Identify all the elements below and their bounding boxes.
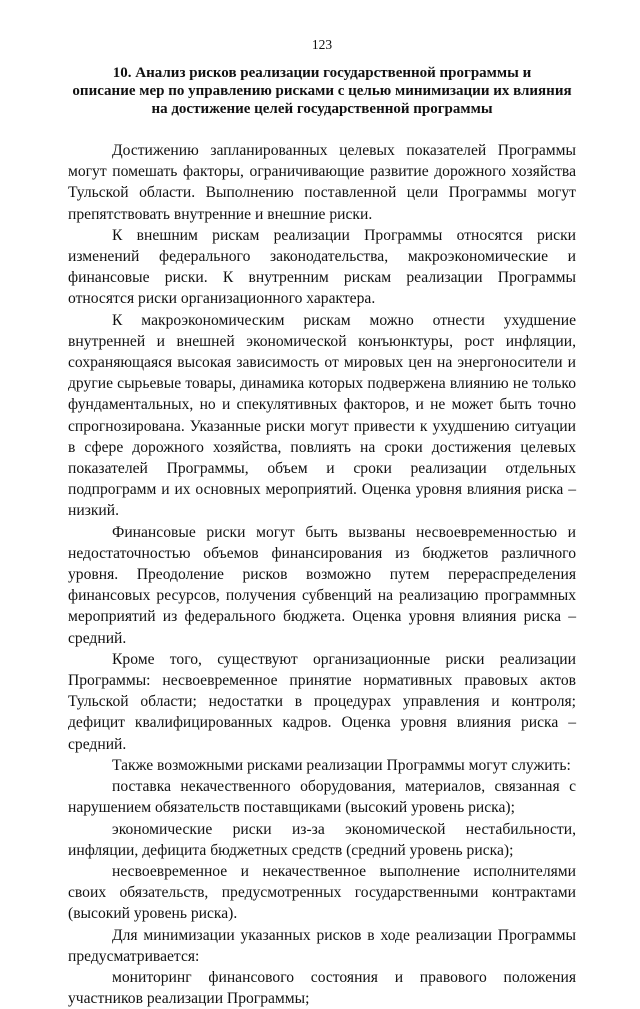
- list-item: мониторинг финансового состояния и правового положения участников реализации Программы;: [68, 968, 576, 1008]
- heading-line-1: 10. Анализ рисков реализации государственной программы и: [112, 65, 532, 81]
- list-item: поставка некачественного оборудования, материалов, связанная с нарушением обязательств поставщиками (высокий уровень риска);: [68, 778, 576, 817]
- list-item: несвоевременное и некачественное выполнение исполнителями своих обязательств, предусмотренных государственными контрактами (высокий уровень риска).: [68, 862, 576, 923]
- page-number: 123: [311, 37, 333, 52]
- document-body: [68, 140, 576, 1009]
- paragraph: Кроме того, существуют организационные риски реализации Программы: несвоевременное принятие нормативных правовых актов Тульской области; недостатки в процедурах управления и контроля; дефицит квалифицированных кадров. Оценка уровня влияния риска – средний.: [68, 650, 576, 753]
- paragraph: Достижению запланированных целевых показателей Программы могут помешать факторы, ограничивающие развитие дорожного хозяйства Тульской области. Выполнению поставленной цели Программы могут препятствовать внутренние и внешние риски.: [68, 142, 576, 223]
- paragraph: К макроэкономическим рискам можно отнести ухудшение внутренней и внешней экономической конъюнктуры, рост инфляции, сохраняющаяся высокая зависимость от мировых цен на энергоносители и другие сырьевые товары, динамика которых подвержена влиянию не только фундаментальных, но и спекулятивных факторов, и не может быть точно спрогнозирована. Указанные риски могут привести к ухудшению ситуации в сфере дорожного хозяйства, повлиять на сроки достижения целевых показателей Программы, объем и сроки реализации отдельных подпрограмм и их основных мероприятий. Оценка уровня влияния риска – низкий.: [68, 311, 576, 520]
- paragraph: Также возможными рисками реализации Программы могут служить:: [112, 756, 571, 774]
- heading-line-3: на достижение целей государственной программы: [151, 101, 493, 117]
- paragraph: Финансовые риски могут быть вызваны несвоевременностью и недостаточностью объемов финансирования из бюджетов различного уровня. Преодоление рисков возможно путем перераспределения финансовых ресурсов, получения субвенций на реализацию программных мероприятий из федерального бюджета. Оценка уровня влияния риска – средний.: [68, 523, 576, 647]
- paragraph: К внешним рискам реализации Программы относятся риски изменений федерального законодательства, макроэкономические и финансовые риски. К внутренним рискам реализации Программы относятся риски организационного характера.: [68, 226, 576, 308]
- heading-line-2: описание мер по управлению рисками с целью минимизации их влияния: [72, 83, 572, 99]
- section-heading: [68, 64, 576, 118]
- list-item: экономические риски из-за экономической нестабильности, инфляции, дефицита бюджетных средств (средний уровень риска);: [68, 820, 576, 859]
- paragraph: Для минимизации указанных рисков в ходе реализации Программы предусматривается:: [68, 926, 576, 965]
